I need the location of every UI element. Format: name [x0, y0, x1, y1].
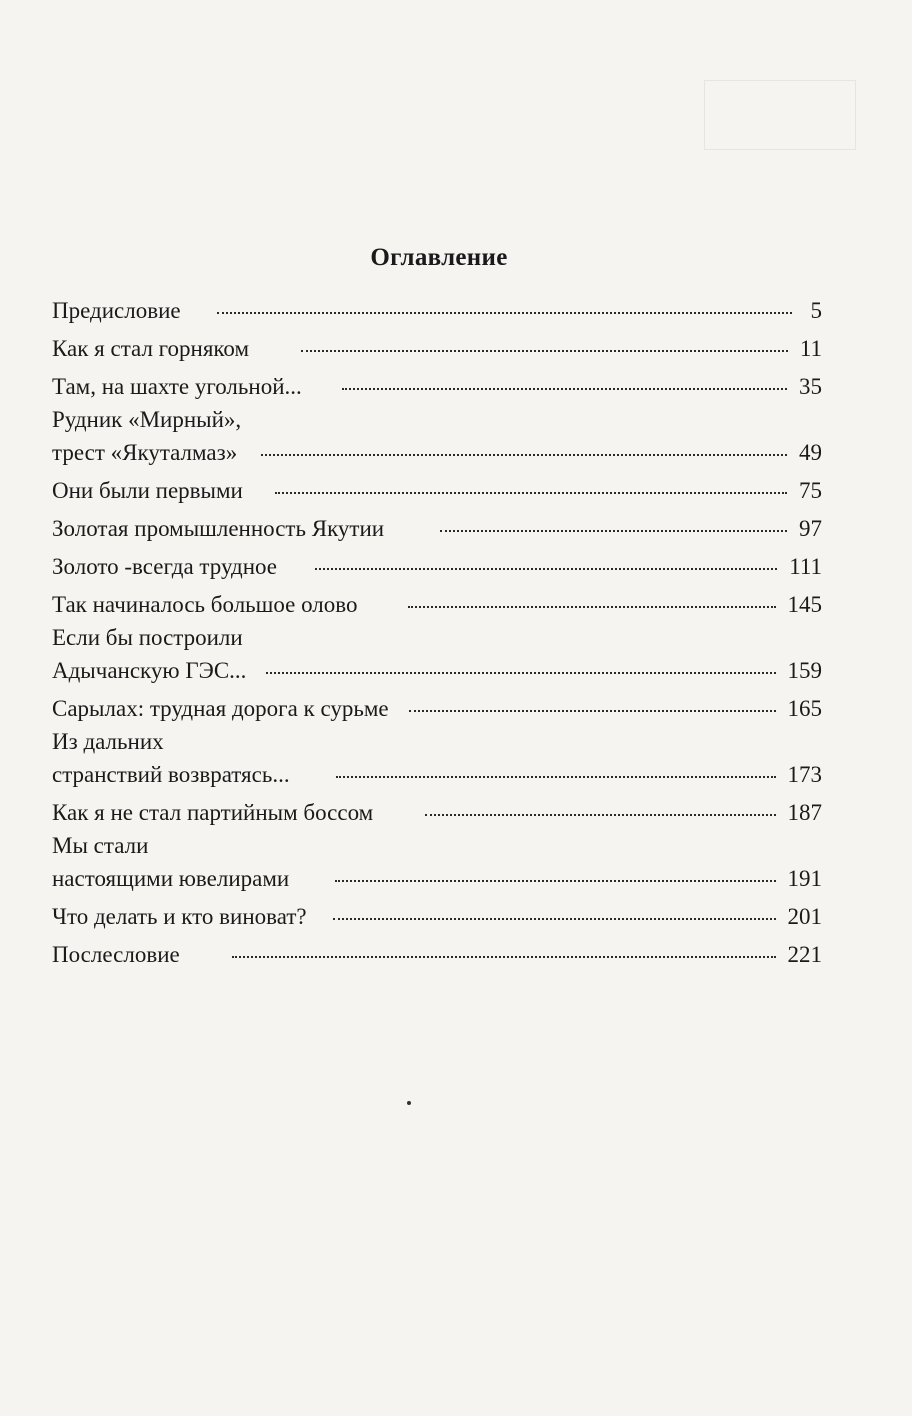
- toc-entry-label: Предисловие: [52, 298, 181, 323]
- toc-entry: [52, 624, 822, 690]
- print-speck: [407, 1101, 411, 1105]
- toc-entry: [52, 728, 822, 794]
- toc-entry-page: 165: [787, 696, 822, 721]
- dot-leader: [217, 312, 792, 314]
- toc-entry: [52, 472, 822, 510]
- toc-title: Оглавление: [370, 244, 508, 271]
- dot-leader: [315, 568, 777, 570]
- dot-leader: [232, 956, 776, 958]
- toc-entry: [52, 368, 822, 406]
- toc-entry-page: 145: [787, 592, 822, 617]
- dot-leader: [275, 492, 787, 494]
- toc-entry: [52, 794, 822, 832]
- toc-entry-label: Послесловие: [52, 942, 180, 967]
- toc-entry: [52, 406, 822, 472]
- toc-entry-label: Золотая промышленность Якутии: [52, 516, 385, 541]
- dot-leader: [266, 672, 775, 674]
- toc-entry-label: Что делать и кто виноват?: [52, 904, 307, 929]
- toc-entry: [52, 936, 822, 974]
- toc-entry-page: 5: [810, 298, 822, 323]
- toc-entry-label: Сарылах: трудная дорога к сурьме: [52, 696, 389, 721]
- toc-entry-label: Они были первыми: [52, 478, 243, 503]
- toc-entry-label: странствий возвратясь...: [52, 762, 290, 787]
- toc-entry-page: 111: [789, 554, 822, 579]
- bleed-through-frame: [704, 80, 856, 150]
- toc-entry-label: Так начиналось большое олово: [52, 592, 358, 617]
- toc-entry-page: 75: [799, 478, 822, 503]
- dot-leader: [342, 388, 787, 390]
- dot-leader: [440, 530, 787, 532]
- toc-entry-label-first-line: Мы стали: [52, 833, 149, 858]
- table-of-contents: [52, 292, 822, 974]
- toc-entry: [52, 586, 822, 624]
- toc-entry: [52, 292, 822, 330]
- toc-entry-page: 159: [787, 658, 822, 683]
- toc-entry-label-first-line: Рудник «Мирный»,: [52, 407, 242, 432]
- dot-leader: [261, 454, 787, 456]
- toc-entry-label: Как я стал горняком: [52, 336, 250, 361]
- toc-entry: [52, 510, 822, 548]
- toc-entry-page: 97: [799, 516, 822, 541]
- toc-entry-label: Золото -всегда трудное: [52, 554, 278, 579]
- toc-entry-page: 187: [787, 800, 822, 825]
- dot-leader: [301, 350, 788, 352]
- toc-entry: [52, 690, 822, 728]
- toc-entry-page: 191: [787, 866, 822, 891]
- dot-leader: [335, 880, 775, 882]
- toc-entry-page: 201: [787, 904, 822, 929]
- toc-entry-page: 173: [787, 762, 822, 787]
- toc-entry: [52, 330, 822, 368]
- dot-leader: [425, 814, 775, 816]
- toc-entry-page: 11: [799, 336, 822, 361]
- toc-entry: [52, 832, 822, 898]
- toc-entry-page: 35: [799, 374, 822, 399]
- toc-entry-label: Адычанскую ГЭС...: [52, 658, 247, 683]
- toc-entry: [52, 898, 822, 936]
- dot-leader: [409, 710, 776, 712]
- toc-entry-label: Как я не стал партийным боссом: [52, 800, 374, 825]
- toc-entry-page: 221: [787, 942, 822, 967]
- dot-leader: [336, 776, 776, 778]
- toc-entry-page: 49: [799, 440, 822, 465]
- dot-leader: [333, 918, 776, 920]
- toc-entry: [52, 548, 822, 586]
- toc-entry-label: трест «Якуталмаз»: [52, 440, 238, 465]
- dot-leader: [408, 606, 776, 608]
- toc-entry-label: Там, на шахте угольной...: [52, 374, 302, 399]
- toc-entry-label: настоящими ювелирами: [52, 866, 290, 891]
- toc-entry-label-first-line: Из дальних: [52, 729, 164, 754]
- toc-entry-label-first-line: Если бы построили: [52, 625, 243, 650]
